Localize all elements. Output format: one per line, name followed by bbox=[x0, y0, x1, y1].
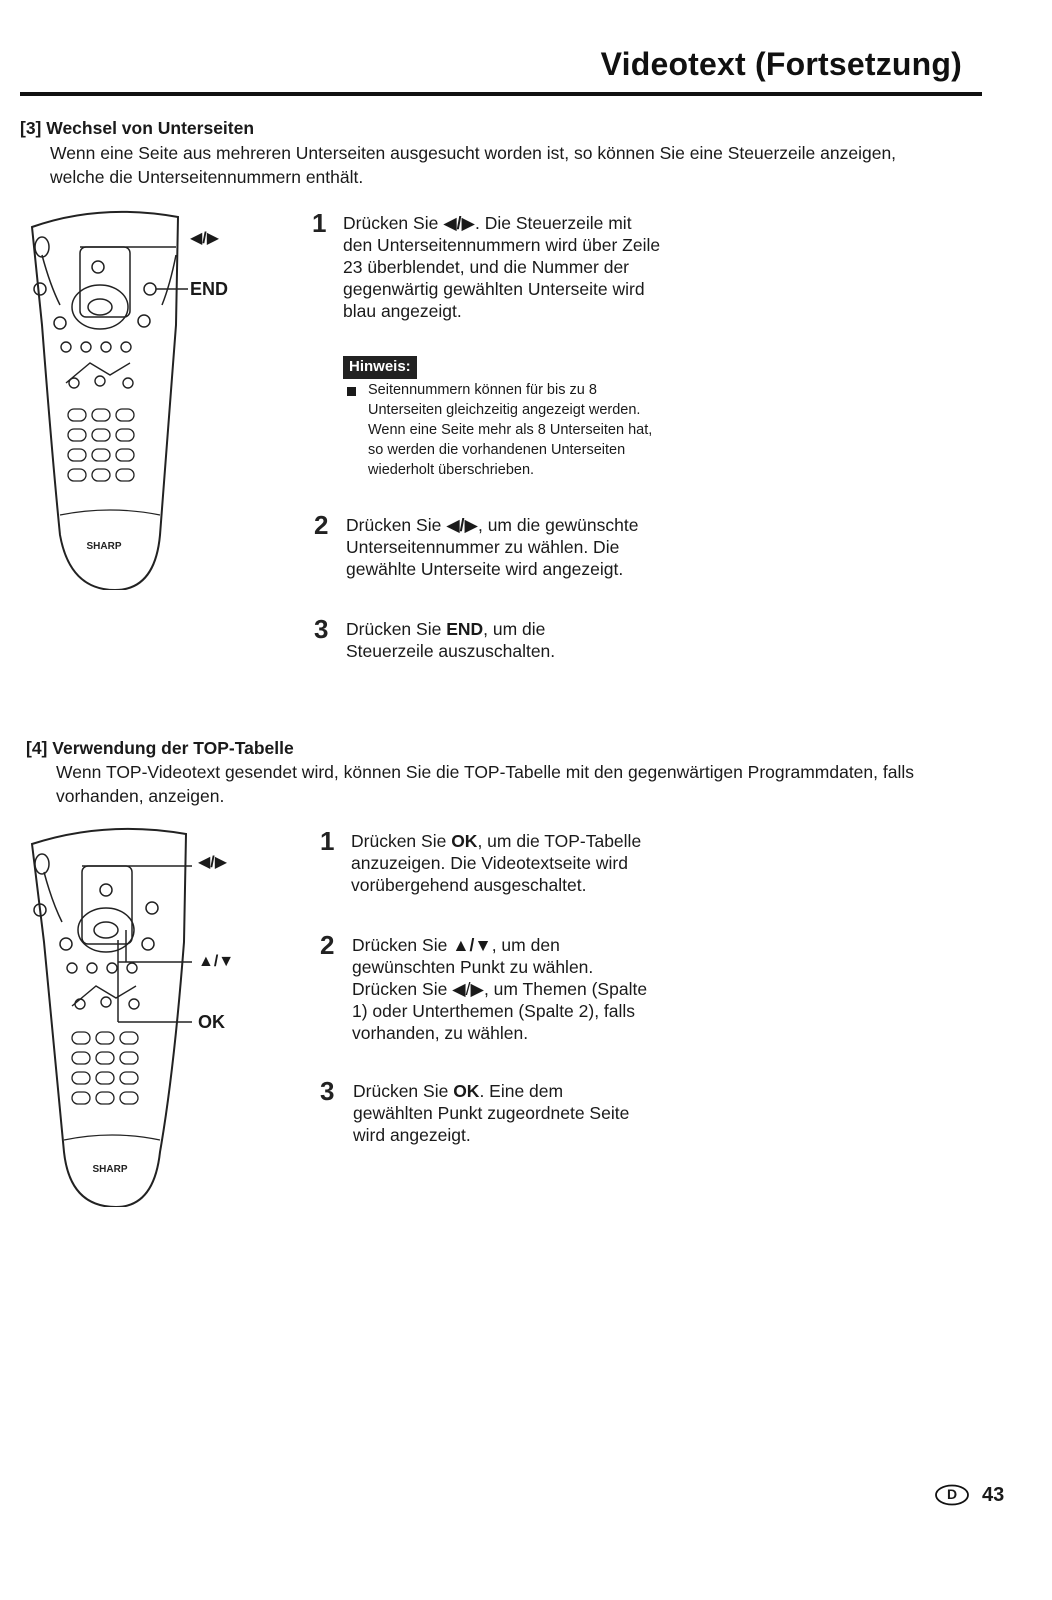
remote-control-illustration bbox=[20, 205, 260, 590]
callout-arrows-up-down: ▲/▼ bbox=[198, 953, 235, 970]
section3-intro: Wenn eine Seite aus mehreren Unterseiten ausgesucht worden ist, so können Sie eine Steuerzeile anzeigen, welche die Unterseitennummern enthält. bbox=[50, 143, 897, 187]
remote-brand: SHARP bbox=[92, 1164, 128, 1175]
remote-brand: SHARP bbox=[86, 541, 122, 552]
step-number: 3 bbox=[314, 614, 329, 644]
step-number: 2 bbox=[320, 930, 335, 960]
step-number: 3 bbox=[320, 1076, 335, 1106]
title-rule bbox=[20, 92, 982, 96]
callout-end: END bbox=[190, 279, 229, 299]
section3-heading: [3] Wechsel von Unterseiten bbox=[20, 118, 255, 138]
note-label-badge: Hinweis: bbox=[343, 356, 417, 379]
remote-control-illustration bbox=[26, 822, 266, 1207]
step-text: Drücken Sie ◀/▶. Die Steuerzeile mit den Unterseitennummern wird über Zeile 23 überblendet, und die Nummer der gegenwärtig gewählten Unterseite wird blau angezeigt. bbox=[343, 213, 661, 321]
step-text: Drücken Sie ▲/▼, um den gewünschten Punkt zu wählen. Drücken Sie ◀/▶, um Themen (Spalte 1) oder Unterthemen (Spalte 2), falls vorhanden, zu wählen. bbox=[352, 935, 648, 1043]
step-number: 2 bbox=[314, 510, 329, 540]
page-title: Videotext (Fortsetzung) bbox=[600, 46, 962, 82]
callout-arrows-left-right: ◀/▶ bbox=[190, 230, 220, 247]
language-badge bbox=[934, 1484, 970, 1506]
callout-arrows-left-right: ◀/▶ bbox=[198, 854, 228, 871]
section4-intro: Wenn TOP-Videotext gesendet wird, können Sie die TOP-Tabelle mit den gegenwärtigen Programmdaten, falls vorhanden, anzeigen. bbox=[56, 762, 914, 806]
callout-ok: OK bbox=[198, 1012, 225, 1032]
section4-heading: [4] Verwendung der TOP-Tabelle bbox=[26, 738, 294, 758]
note-bullet bbox=[347, 387, 356, 396]
step-number: 1 bbox=[320, 826, 335, 856]
language-badge-label: D bbox=[946, 1486, 958, 1502]
step-text: Drücken Sie ◀/▶, um die gewünschte Unterseitennummer zu wählen. Die gewählte Unterseite wird angezeigt. bbox=[346, 515, 639, 579]
page-number: 43 bbox=[982, 1484, 1005, 1506]
step-text: Drücken Sie END, um die Steuerzeile auszuschalten. bbox=[346, 619, 556, 661]
note-text: Seitennummern können für bis zu 8 Unterseiten gleichzeitig angezeigt werden. Wenn eine Seite mehr als 8 Unterseiten hat, so werden die vorhandenen Unterseiten wiederholt überschrieben. bbox=[368, 382, 653, 478]
step-text: Drücken Sie OK, um die TOP-Tabelle anzuzeigen. Die Videotextseite wird vorübergehend ausgeschaltet. bbox=[351, 831, 642, 895]
step-text: Drücken Sie OK. Eine dem gewählten Punkt zugeordnete Seite wird angezeigt. bbox=[353, 1081, 630, 1145]
step-number: 1 bbox=[312, 208, 327, 238]
